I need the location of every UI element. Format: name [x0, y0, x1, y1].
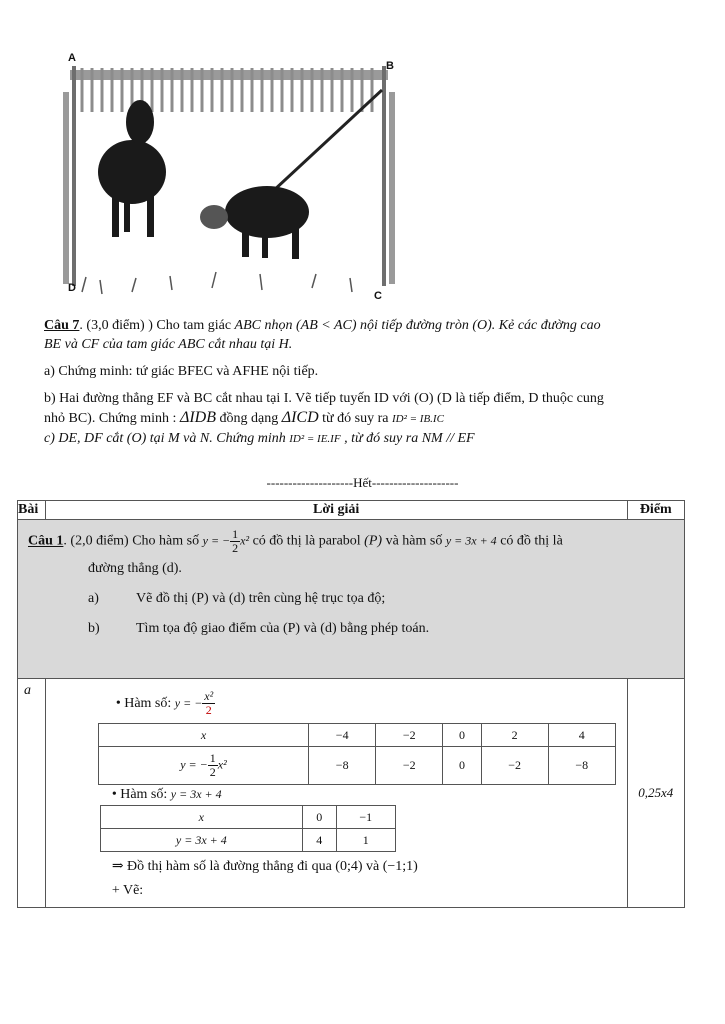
parabola-label-pre: y = − — [180, 757, 208, 772]
header-bai: Bài — [18, 501, 46, 520]
answer-a-bullet2 — [112, 787, 627, 803]
parabola-label-post: x² — [217, 757, 227, 772]
bullet1-num: x² — [204, 689, 214, 704]
bullet1-den: 2 — [205, 703, 212, 718]
corner-label-a: A — [68, 52, 76, 64]
q1-sub-b — [28, 621, 676, 637]
q1-fraction — [230, 528, 240, 555]
q1-p: (P) — [364, 533, 383, 549]
q7-triangle-icd: ΔICD — [281, 409, 319, 426]
bullet2-func: y = 3x + 4 — [170, 787, 222, 801]
q1-text-pre: . (2,0 điểm) Cho hàm số — [63, 533, 203, 549]
q1-sub-a-label: a) — [88, 591, 99, 606]
answer-a-content — [45, 679, 627, 908]
q7-statement — [44, 316, 684, 354]
line-h2: −1 — [336, 806, 395, 829]
q7-title: Câu 7 — [44, 318, 80, 333]
answer-a-bullet1 — [116, 683, 627, 723]
question-7 — [44, 316, 684, 457]
value-table-line — [100, 805, 396, 852]
corner-label-d: D — [68, 282, 76, 294]
answer-a-draw: + Vẽ: — [111, 883, 144, 898]
q7-line2: BE và CF của tam giác ABC cắt nhau tại H. — [44, 337, 293, 352]
q1-sub-a-text: Vẽ đồ thị (P) và (d) trên cùng hệ trục tọa độ; — [136, 591, 386, 606]
q7-part-c — [44, 429, 684, 449]
line-row-label: y = 3x + 4 — [100, 829, 302, 852]
q1-sub-b-text: Tìm tọa độ giao điểm của (P) và (d) bằng phép toán. — [136, 621, 430, 636]
parabola-h4: 2 — [481, 724, 548, 747]
answer-a-conclusion: ⇒ Đồ thị hàm số là đường thẳng đi qua (0;4) và (−1;1) — [111, 859, 418, 874]
parabola-value-row — [98, 747, 615, 785]
q1-title: Câu 1 — [28, 533, 64, 549]
corner-label-b: B — [386, 60, 394, 72]
line-h0: x — [100, 806, 302, 829]
q7-part-b — [44, 389, 684, 429]
value-table-parabola — [98, 723, 616, 785]
parabola-v0: −8 — [309, 747, 376, 785]
corner-label-c: C — [374, 290, 382, 302]
line-v0: 4 — [302, 829, 336, 852]
parabola-v1: −2 — [376, 747, 443, 785]
solution-table — [17, 500, 685, 908]
q1-func-y: y = − — [202, 533, 231, 548]
end-marker: --------------------Hết-------------------- — [266, 475, 459, 490]
q7-formula-b: ID² = IB.IC — [391, 413, 444, 425]
line-v1: 1 — [336, 829, 395, 852]
goat-fence-illustration — [62, 52, 407, 304]
q1-text-mid2: và hàm số — [382, 533, 446, 549]
parabola-v3: −2 — [481, 747, 548, 785]
line-h1: 0 — [302, 806, 336, 829]
q7-triangle-idb: ΔIDB — [179, 409, 216, 426]
parabola-h2: −2 — [376, 724, 443, 747]
answer-a-label: a — [18, 679, 46, 908]
parabola-h5: 4 — [548, 724, 615, 747]
parabola-header-row — [98, 724, 615, 747]
bullet1-func: y = − — [174, 696, 203, 710]
q7-part-b-post: từ đó suy ra — [318, 411, 392, 426]
goat-fence-drawing — [62, 52, 407, 304]
q1-sub-a — [28, 591, 676, 607]
parabola-label-frac — [208, 752, 218, 779]
header-loi-giai: Lời giải — [45, 501, 627, 520]
parabola-h1: −4 — [309, 724, 376, 747]
q7-line1: ABC nhọn (AB < AC) nội tiếp đường tròn (O). Kẻ các đường cao — [234, 318, 601, 333]
parabola-row-label — [98, 747, 308, 785]
q7-part-c-post: , từ đó suy ra NM // EF — [340, 431, 475, 446]
parabola-v2: 0 — [443, 747, 481, 785]
bullet1-pre: • Hàm số: — [115, 696, 175, 711]
line-value-row — [100, 829, 395, 852]
question-1-row — [18, 520, 685, 679]
answer-a-row — [18, 679, 685, 908]
q1-func2: y = 3x + 4 — [445, 533, 497, 548]
header-diem: Điểm — [627, 501, 684, 520]
solution-table-header — [18, 501, 685, 520]
parabola-label-den: 2 — [209, 765, 216, 779]
question-1-cell — [18, 520, 685, 679]
line-header-row — [100, 806, 395, 829]
q7-part-c-pre: c) DE, DF cắt (O) tại M và N. Chứng minh — [44, 431, 290, 446]
q7-part-b-line1: b) Hai đường thẳng EF và BC cắt nhau tại I. Vẽ tiếp tuyến ID với (O) (D là tiếp điểm, D thuộc cung — [44, 391, 604, 406]
bullet1-fraction — [202, 690, 215, 717]
bullet2-pre: • Hàm số: — [111, 787, 171, 802]
q1-frac-den: 2 — [232, 541, 239, 555]
parabola-h0: x — [98, 724, 308, 747]
q1-text-mid: có đồ thị là parabol — [252, 533, 365, 549]
parabola-h3: 0 — [443, 724, 481, 747]
q1-frac-num: 1 — [232, 527, 239, 541]
q1-func-x: x² — [240, 533, 250, 548]
q1-statement — [28, 528, 676, 555]
parabola-label-num: 1 — [209, 751, 216, 765]
answer-a-score: 0,25x4 — [627, 679, 684, 908]
q1-sub-b-label: b) — [88, 621, 100, 636]
q7-formula-c: ID² = IE.IF — [289, 433, 341, 445]
q7-points: . (3,0 điểm) ) Cho tam giác — [79, 318, 235, 333]
q7-part-a: a) Chứng minh: tứ giác BFEC và AFHE nội tiếp. — [44, 364, 319, 379]
q1-line2: đường thẳng (d). — [88, 561, 182, 576]
q1-text-post: có đồ thị là — [496, 533, 563, 549]
parabola-v4: −8 — [548, 747, 615, 785]
q7-part-b-pre: nhỏ BC). Chứng minh : — [44, 411, 180, 426]
q7-part-b-mid: đồng dạng — [215, 411, 282, 426]
